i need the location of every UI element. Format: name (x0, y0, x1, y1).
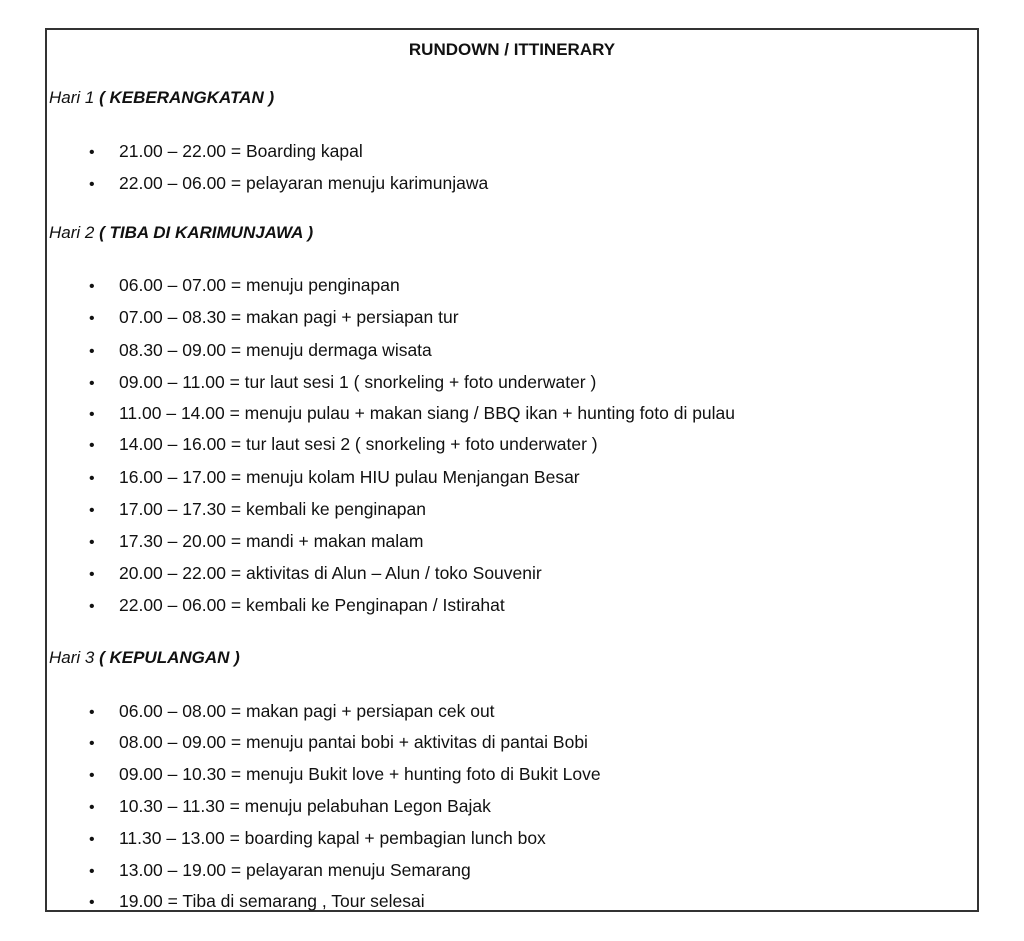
day-1-title: ( KEBERANGKATAN ) (99, 88, 275, 107)
bullet-icon: • (89, 470, 95, 487)
item-text: 17.00 – 17.30 = kembali ke penginapan (119, 499, 426, 519)
list-item (89, 173, 488, 194)
bullet-icon: • (89, 375, 95, 392)
item-text: 11.00 – 14.00 = menuju pulau + makan siang / BBQ ikan + hunting foto di pulau (119, 403, 736, 423)
item-text: 16.00 – 17.00 = menuju kolam HIU pulau Menjangan Besar (119, 467, 580, 487)
day-1-label: Hari 1 (49, 88, 95, 107)
bullet-icon: • (89, 894, 95, 911)
day-2-label: Hari 2 (49, 223, 95, 242)
bullet-icon: • (89, 831, 95, 848)
day-1-heading (49, 88, 274, 108)
item-text: 13.00 – 19.00 = pelayaran menuju Semarang (119, 860, 471, 880)
bullet-icon: • (89, 735, 95, 752)
list-item (89, 764, 601, 785)
item-text: 09.00 – 11.00 = tur laut sesi 1 ( snorkeling + foto underwater ) (119, 372, 597, 392)
item-text: 08.30 – 09.00 = menuju dermaga wisata (119, 340, 432, 360)
item-text: 10.30 – 11.30 = menuju pelabuhan Legon Bajak (119, 796, 491, 816)
list-item (89, 307, 459, 328)
list-item (89, 434, 598, 455)
bullet-icon: • (89, 310, 95, 327)
bullet-icon: • (89, 534, 95, 551)
list-item (89, 141, 363, 162)
list-item (89, 860, 471, 881)
list-item (89, 499, 426, 520)
bullet-icon: • (89, 278, 95, 295)
bullet-icon: • (89, 144, 95, 161)
item-text: 07.00 – 08.30 = makan pagi + persiapan tur (119, 307, 459, 327)
day-2-heading (49, 223, 313, 243)
list-item (89, 701, 495, 722)
item-text: 19.00 = Tiba di semarang , Tour selesai (119, 891, 425, 911)
bullet-icon: • (89, 799, 95, 816)
day-2-title: ( TIBA DI KARIMUNJAWA ) (99, 223, 314, 242)
list-item (89, 531, 424, 552)
bullet-icon: • (89, 767, 95, 784)
item-text: 09.00 – 10.30 = menuju Bukit love + hunting foto di Bukit Love (119, 764, 601, 784)
bullet-icon: • (89, 566, 95, 583)
list-item (89, 828, 546, 849)
item-text: 20.00 – 22.00 = aktivitas di Alun – Alun / toko Souvenir (119, 563, 542, 583)
bullet-icon: • (89, 437, 95, 454)
item-text: 08.00 – 09.00 = menuju pantai bobi + aktivitas di pantai Bobi (119, 732, 588, 752)
item-text: 06.00 – 07.00 = menuju penginapan (119, 275, 400, 295)
list-item (89, 340, 432, 361)
day-3-label: Hari 3 (49, 648, 95, 667)
item-text: 22.00 – 06.00 = pelayaran menuju karimunjawa (119, 173, 489, 193)
list-item (89, 595, 505, 616)
bullet-icon: • (89, 176, 95, 193)
day-3-title: ( KEPULANGAN ) (99, 648, 240, 667)
list-item (89, 563, 542, 584)
document-title: RUNDOWN / ITTINERARY (408, 40, 616, 59)
bullet-icon: • (89, 704, 95, 721)
bullet-icon: • (89, 406, 95, 423)
itinerary-frame (45, 28, 979, 912)
list-item (89, 372, 596, 393)
item-text: 21.00 – 22.00 = Boarding kapal (119, 141, 363, 161)
bullet-icon: • (89, 343, 95, 360)
item-text: 06.00 – 08.00 = makan pagi + persiapan cek out (119, 701, 495, 721)
list-item (89, 732, 588, 753)
list-item (89, 403, 735, 424)
item-text: 22.00 – 06.00 = kembali ke Penginapan / Istirahat (119, 595, 505, 615)
bullet-icon: • (89, 502, 95, 519)
bullet-icon: • (89, 598, 95, 615)
list-item (89, 275, 400, 296)
list-item (89, 796, 491, 817)
day-3-heading (49, 648, 240, 668)
item-text: 14.00 – 16.00 = tur laut sesi 2 ( snorkeling + foto underwater ) (119, 434, 598, 454)
bullet-icon: • (89, 863, 95, 880)
list-item (89, 891, 425, 912)
list-item (89, 467, 580, 488)
item-text: 17.30 – 20.00 = mandi + makan malam (119, 531, 424, 551)
item-text: 11.30 – 13.00 = boarding kapal + pembagian lunch box (119, 828, 546, 848)
